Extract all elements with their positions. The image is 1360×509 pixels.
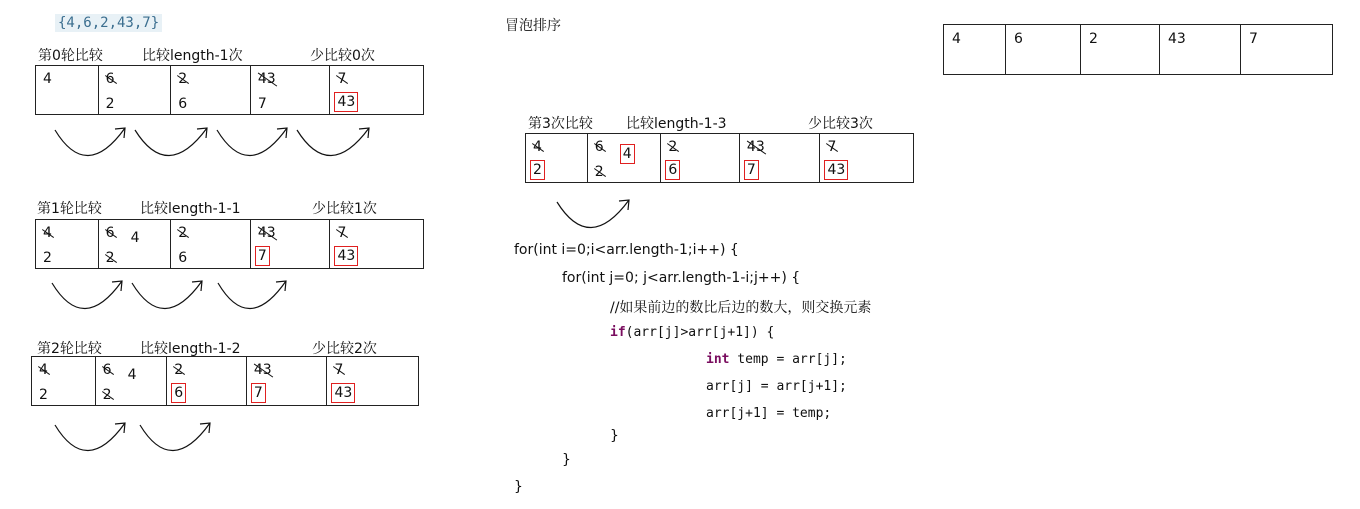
round-1-saved: 少比较1次 xyxy=(312,201,377,217)
top-array-cell: 2 xyxy=(1081,25,1160,74)
cell-value: 43 xyxy=(824,160,848,180)
struck-value: 43 xyxy=(746,139,765,155)
struck-value: 43 xyxy=(253,362,272,378)
struck-value: 2 xyxy=(594,164,604,180)
struck-value: 6 xyxy=(102,362,112,378)
round-3-count: 比较length-1-3 xyxy=(626,116,727,132)
top-array-cell: 7 xyxy=(1249,31,1258,47)
cell-value: 6 xyxy=(665,160,680,180)
struck-value: 2 xyxy=(105,250,115,266)
swap-arrow xyxy=(52,281,122,309)
struck-value: 2 xyxy=(668,139,678,155)
struck-value: 2 xyxy=(174,362,184,378)
struck-value: 6 xyxy=(105,71,115,87)
struck-value: 43 xyxy=(257,71,276,87)
code-close-outer: } xyxy=(514,479,523,495)
struck-value: 2 xyxy=(178,225,188,241)
cell-value: 43 xyxy=(331,383,355,403)
cell-value: 2 xyxy=(43,250,52,266)
struck-value: 4 xyxy=(43,225,52,241)
code-comment: //如果前边的数比后边的数大，则交换元素 xyxy=(610,300,872,316)
code-close-inner: } xyxy=(562,452,571,468)
cell-value: 6 xyxy=(178,96,188,112)
cell-value: 6 xyxy=(171,383,186,403)
cell-value: 2 xyxy=(39,387,48,403)
code-swap1: arr[j] = arr[j+1]; xyxy=(706,379,847,394)
cell-value: 43 xyxy=(334,92,358,112)
cell-value: 4 xyxy=(620,144,635,164)
top-array-cell: 6 xyxy=(1006,25,1081,74)
cell-value: 4 xyxy=(127,367,137,383)
struck-value: 43 xyxy=(257,225,276,241)
code-close-if: } xyxy=(610,428,619,444)
round-3-saved: 少比较3次 xyxy=(808,116,873,132)
struck-value: 6 xyxy=(105,225,115,241)
round-0-count: 比较length-1次 xyxy=(142,48,243,64)
struck-value: 7 xyxy=(337,71,347,87)
cell-value: 2 xyxy=(530,160,545,180)
cell-value: 4 xyxy=(43,71,52,87)
round-3-label: 第3次比较 xyxy=(528,116,593,132)
struck-value: 7 xyxy=(827,139,837,155)
cell-value: 4 xyxy=(130,230,140,246)
swap-arrow xyxy=(297,128,369,156)
top-array-cell: 4 xyxy=(944,25,1006,74)
round-1-label: 第1轮比较 xyxy=(37,201,102,217)
cell-value: 43 xyxy=(334,246,358,266)
code-if: if(arr[j]>arr[j+1]) { xyxy=(610,325,775,340)
cell-value: 7 xyxy=(255,246,270,266)
round-2-saved: 少比较2次 xyxy=(312,341,377,357)
struck-value: 2 xyxy=(102,387,112,403)
cell-value: 7 xyxy=(251,383,266,403)
swap-arrow xyxy=(140,423,210,451)
cell-value: 7 xyxy=(744,160,759,180)
code-swap2: arr[j+1] = temp; xyxy=(706,406,832,421)
struck-value: 7 xyxy=(337,225,347,241)
cell-value: 7 xyxy=(257,96,267,112)
top-array-cell: 43 xyxy=(1160,25,1241,74)
round-1-count: 比较length-1-1 xyxy=(140,201,241,217)
code-temp: int temp = arr[j]; xyxy=(706,352,847,367)
struck-value: 4 xyxy=(39,362,48,378)
struck-value: 6 xyxy=(594,139,604,155)
swap-arrow xyxy=(217,128,287,156)
swap-arrow xyxy=(55,423,125,451)
round-2-count: 比较length-1-2 xyxy=(140,341,241,357)
struck-value: 4 xyxy=(533,139,542,155)
swap-arrow xyxy=(135,128,207,156)
swap-arrow xyxy=(218,281,286,309)
swap-arrow xyxy=(55,128,125,156)
page-title: 冒泡排序 xyxy=(505,18,561,34)
struck-value: 7 xyxy=(334,362,344,378)
round-2-label: 第2轮比较 xyxy=(37,341,102,357)
swap-arrow xyxy=(132,281,202,309)
code-outer-for: for(int i=0;i<arr.length-1;i++) { xyxy=(514,242,739,258)
swap-arrow xyxy=(557,200,629,228)
struck-value: 2 xyxy=(178,71,188,87)
round-0-saved: 少比较0次 xyxy=(310,48,375,64)
code-inner-for: for(int j=0; j<arr.length-1-i;j++) { xyxy=(562,270,801,286)
cell-value: 6 xyxy=(178,250,188,266)
cell-value: 2 xyxy=(105,96,115,112)
round-0-label: 第0轮比较 xyxy=(38,48,103,64)
array-literal: {4,6,2,43,7} xyxy=(55,14,162,32)
